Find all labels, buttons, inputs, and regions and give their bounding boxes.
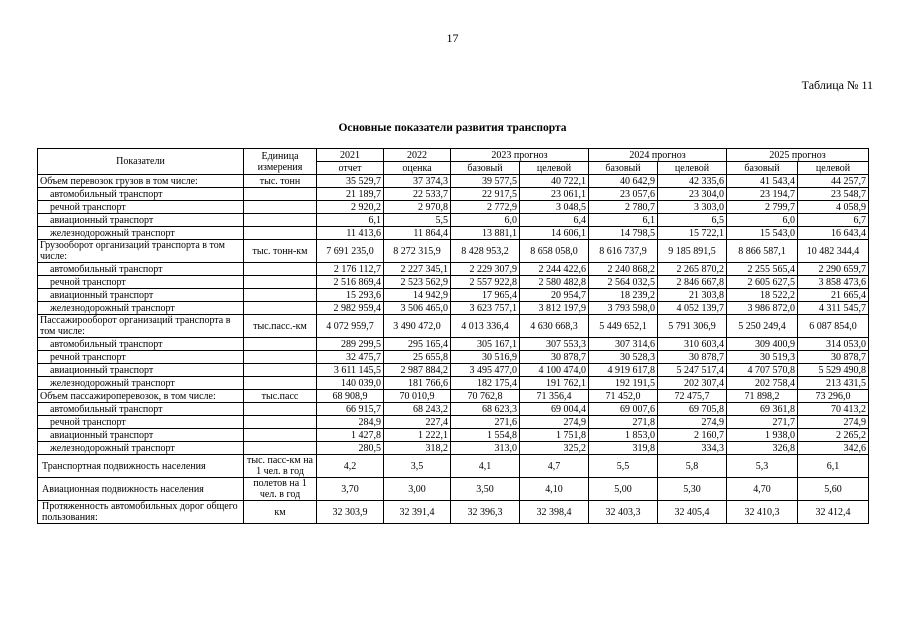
row-label: Грузооборот организаций транспорта в том числе:	[38, 240, 244, 263]
row-value: 227,4	[384, 416, 451, 429]
table-row	[38, 240, 869, 263]
row-unit	[244, 351, 317, 364]
row-value: 3,50	[451, 478, 520, 501]
row-unit: тыс.пасс.-км	[244, 315, 317, 338]
header-2023: 2023 прогноз	[451, 149, 589, 162]
row-value: 4 919 617,8	[589, 364, 658, 377]
row-label: авиационный транспорт	[38, 214, 244, 227]
row-value: 5,5	[589, 455, 658, 478]
row-value: 3,5	[384, 455, 451, 478]
header-2024: 2024 прогноз	[589, 149, 727, 162]
table-title: Основные показатели развития транспорта	[338, 122, 567, 134]
row-value: 4 052 139,7	[658, 302, 727, 315]
row-value: 305 167,1	[451, 338, 520, 351]
table-row	[38, 403, 869, 416]
row-value: 23 304,0	[658, 188, 727, 201]
row-value: 1 222,1	[384, 429, 451, 442]
header-2025: 2025 прогноз	[727, 149, 869, 162]
row-value: 15 543,0	[727, 227, 798, 240]
table-row	[38, 351, 869, 364]
row-value: 2 176 112,7	[317, 263, 384, 276]
row-label: речной транспорт	[38, 416, 244, 429]
row-value: 22 917,5	[451, 188, 520, 201]
row-value: 2 605 627,5	[727, 276, 798, 289]
row-label: автомобильный транспорт	[38, 338, 244, 351]
table-row	[38, 201, 869, 214]
row-value: 4 100 474,0	[520, 364, 589, 377]
row-unit	[244, 276, 317, 289]
table-row	[38, 188, 869, 201]
row-label: железнодорожный транспорт	[38, 302, 244, 315]
row-label: железнодорожный транспорт	[38, 442, 244, 455]
row-value: 73 296,0	[798, 390, 869, 403]
row-value: 30 516,9	[451, 351, 520, 364]
row-value: 271,6	[451, 416, 520, 429]
table-row	[38, 214, 869, 227]
row-value: 326,8	[727, 442, 798, 455]
row-value: 70 762,8	[451, 390, 520, 403]
row-value: 2 970,8	[384, 201, 451, 214]
row-value: 3 303,0	[658, 201, 727, 214]
row-value: 3 623 757,1	[451, 302, 520, 315]
header-2021-sub: отчет	[317, 162, 384, 175]
row-value: 5 529 490,8	[798, 364, 869, 377]
row-label: авиационный транспорт	[38, 289, 244, 302]
table-row	[38, 263, 869, 276]
row-unit	[244, 377, 317, 390]
row-value: 9 185 891,5	[658, 240, 727, 263]
row-value: 15 293,6	[317, 289, 384, 302]
row-value: 310 603,4	[658, 338, 727, 351]
row-value: 5,00	[589, 478, 658, 501]
row-value: 44 257,7	[798, 175, 869, 188]
row-label: железнодорожный транспорт	[38, 227, 244, 240]
row-value: 2 290 659,7	[798, 263, 869, 276]
row-unit	[244, 302, 317, 315]
row-value: 5 247 517,4	[658, 364, 727, 377]
row-value: 42 335,6	[658, 175, 727, 188]
row-value: 21 303,8	[658, 289, 727, 302]
row-value: 314 053,0	[798, 338, 869, 351]
header-indicator: Показатели	[38, 149, 244, 175]
row-value: 2 227 345,1	[384, 263, 451, 276]
row-value: 41 543,4	[727, 175, 798, 188]
table-row	[38, 315, 869, 338]
row-unit	[244, 338, 317, 351]
row-value: 2 523 562,9	[384, 276, 451, 289]
table-row	[38, 302, 869, 315]
page-number: 17	[446, 31, 459, 45]
row-value: 8 272 315,9	[384, 240, 451, 263]
row-value: 6,7	[798, 214, 869, 227]
row-value: 22 533,7	[384, 188, 451, 201]
row-value: 14 942,9	[384, 289, 451, 302]
row-value: 13 881,1	[451, 227, 520, 240]
row-value: 2 799,7	[727, 201, 798, 214]
row-value: 71 356,4	[520, 390, 589, 403]
row-value: 2 516 869,4	[317, 276, 384, 289]
row-value: 17 965,4	[451, 289, 520, 302]
row-unit: тыс. тонн	[244, 175, 317, 188]
transport-indicators-table	[37, 148, 869, 524]
row-value: 202 758,4	[727, 377, 798, 390]
row-value: 6,1	[589, 214, 658, 227]
row-value: 5,30	[658, 478, 727, 501]
row-value: 2 564 032,5	[589, 276, 658, 289]
table-row	[38, 289, 869, 302]
row-unit	[244, 263, 317, 276]
row-value: 6 087 854,0	[798, 315, 869, 338]
header-2024-base: базовый	[589, 162, 658, 175]
row-value: 2 160,7	[658, 429, 727, 442]
row-value: 16 643,4	[798, 227, 869, 240]
row-value: 32 398,4	[520, 501, 589, 524]
row-value: 4 311 545,7	[798, 302, 869, 315]
row-value: 30 878,7	[520, 351, 589, 364]
row-value: 39 577,5	[451, 175, 520, 188]
row-value: 37 374,3	[384, 175, 451, 188]
row-value: 284,9	[317, 416, 384, 429]
row-value: 66 915,7	[317, 403, 384, 416]
row-value: 71 898,2	[727, 390, 798, 403]
header-2023-base: базовый	[451, 162, 520, 175]
table-row	[38, 377, 869, 390]
row-value: 10 482 344,4	[798, 240, 869, 263]
row-label: железнодорожный транспорт	[38, 377, 244, 390]
row-value: 5 449 652,1	[589, 315, 658, 338]
row-value: 20 954,7	[520, 289, 589, 302]
row-value: 191 762,1	[520, 377, 589, 390]
table-number: Таблица № 11	[801, 78, 873, 92]
row-label: Объем пассажироперевозок, в том числе:	[38, 390, 244, 403]
row-unit	[244, 214, 317, 227]
row-value: 280,5	[317, 442, 384, 455]
row-value: 4 072 959,7	[317, 315, 384, 338]
row-value: 334,3	[658, 442, 727, 455]
row-value: 2 240 868,2	[589, 263, 658, 276]
row-value: 289 299,5	[317, 338, 384, 351]
row-value: 30 519,3	[727, 351, 798, 364]
row-value: 1 554,8	[451, 429, 520, 442]
header-2024-target: целевой	[658, 162, 727, 175]
row-value: 2 580 482,8	[520, 276, 589, 289]
table-row	[38, 455, 869, 478]
row-value: 4 707 570,8	[727, 364, 798, 377]
row-value: 342,6	[798, 442, 869, 455]
table-row	[38, 429, 869, 442]
header-2023-target: целевой	[520, 162, 589, 175]
row-label: авиационный транспорт	[38, 364, 244, 377]
row-value: 30 878,7	[798, 351, 869, 364]
row-value: 3 986 872,0	[727, 302, 798, 315]
row-unit: полетов на 1 чел. в год	[244, 478, 317, 501]
row-value: 3 611 145,5	[317, 364, 384, 377]
row-unit	[244, 227, 317, 240]
row-unit	[244, 364, 317, 377]
row-value: 3 495 477,0	[451, 364, 520, 377]
row-value: 325,2	[520, 442, 589, 455]
row-value: 192 191,5	[589, 377, 658, 390]
table-row	[38, 338, 869, 351]
row-value: 18 239,2	[589, 289, 658, 302]
table-row	[38, 390, 869, 403]
row-value: 7 691 235,0	[317, 240, 384, 263]
row-value: 8 616 737,9	[589, 240, 658, 263]
row-value: 32 410,3	[727, 501, 798, 524]
row-value: 2 982 959,4	[317, 302, 384, 315]
header-2022-sub: оценка	[384, 162, 451, 175]
row-label: автомобильный транспорт	[38, 188, 244, 201]
row-label: Транспортная подвижность населения	[38, 455, 244, 478]
row-unit: тыс. пасс-км на 1 чел. в год	[244, 455, 317, 478]
row-value: 6,4	[520, 214, 589, 227]
row-value: 274,9	[658, 416, 727, 429]
row-label: Объем перевозок грузов в том числе:	[38, 175, 244, 188]
row-value: 23 548,7	[798, 188, 869, 201]
row-value: 2 265 870,2	[658, 263, 727, 276]
row-value: 318,2	[384, 442, 451, 455]
row-value: 309 400,9	[727, 338, 798, 351]
row-value: 3 048,5	[520, 201, 589, 214]
row-value: 15 722,1	[658, 227, 727, 240]
row-value: 23 061,1	[520, 188, 589, 201]
row-value: 32 475,7	[317, 351, 384, 364]
table-row	[38, 442, 869, 455]
row-value: 11 413,6	[317, 227, 384, 240]
row-value: 8 658 058,0	[520, 240, 589, 263]
row-value: 140 039,0	[317, 377, 384, 390]
row-value: 2 255 565,4	[727, 263, 798, 276]
row-value: 3 858 473,6	[798, 276, 869, 289]
header-2025-base: базовый	[727, 162, 798, 175]
row-value: 271,7	[727, 416, 798, 429]
row-value: 1 853,0	[589, 429, 658, 442]
row-value: 32 391,4	[384, 501, 451, 524]
row-value: 14 798,5	[589, 227, 658, 240]
row-unit	[244, 442, 317, 455]
table-row	[38, 501, 869, 524]
row-value: 4 630 668,3	[520, 315, 589, 338]
row-value: 274,9	[520, 416, 589, 429]
row-unit	[244, 188, 317, 201]
table-row	[38, 364, 869, 377]
row-label: Авиационная подвижность населения	[38, 478, 244, 501]
row-unit	[244, 429, 317, 442]
row-value: 1 751,8	[520, 429, 589, 442]
row-value: 2 772,9	[451, 201, 520, 214]
row-value: 3 793 598,0	[589, 302, 658, 315]
row-value: 313,0	[451, 442, 520, 455]
row-label: автомобильный транспорт	[38, 403, 244, 416]
row-value: 3 490 472,0	[384, 315, 451, 338]
row-value: 69 361,8	[727, 403, 798, 416]
row-value: 3 506 465,0	[384, 302, 451, 315]
row-value: 8 866 587,1	[727, 240, 798, 263]
row-value: 4,1	[451, 455, 520, 478]
row-value: 68 243,2	[384, 403, 451, 416]
row-value: 70 010,9	[384, 390, 451, 403]
row-label: Протяженность автомобильных дорог общего пользования:	[38, 501, 244, 524]
row-value: 2 846 667,8	[658, 276, 727, 289]
row-value: 2 265,2	[798, 429, 869, 442]
row-value: 4 013 336,4	[451, 315, 520, 338]
row-value: 68 908,9	[317, 390, 384, 403]
row-value: 5,3	[727, 455, 798, 478]
row-value: 5 791 306,9	[658, 315, 727, 338]
row-value: 32 396,3	[451, 501, 520, 524]
row-value: 69 705,8	[658, 403, 727, 416]
row-value: 32 412,4	[798, 501, 869, 524]
row-value: 40 722,1	[520, 175, 589, 188]
table-row	[38, 276, 869, 289]
row-unit	[244, 201, 317, 214]
row-value: 5 250 249,4	[727, 315, 798, 338]
row-value: 23 194,7	[727, 188, 798, 201]
row-value: 4,70	[727, 478, 798, 501]
row-unit: км	[244, 501, 317, 524]
row-value: 40 642,9	[589, 175, 658, 188]
row-value: 295 165,4	[384, 338, 451, 351]
row-value: 14 606,1	[520, 227, 589, 240]
row-value: 30 878,7	[658, 351, 727, 364]
row-value: 307 314,6	[589, 338, 658, 351]
row-value: 25 655,8	[384, 351, 451, 364]
table-row	[38, 175, 869, 188]
row-value: 32 403,3	[589, 501, 658, 524]
row-value: 4,10	[520, 478, 589, 501]
row-unit	[244, 289, 317, 302]
row-value: 1 427,8	[317, 429, 384, 442]
row-unit	[244, 403, 317, 416]
row-label: авиационный транспорт	[38, 429, 244, 442]
row-value: 4,7	[520, 455, 589, 478]
row-value: 4,2	[317, 455, 384, 478]
row-value: 4 058,9	[798, 201, 869, 214]
row-value: 2 780,7	[589, 201, 658, 214]
row-value: 6,0	[451, 214, 520, 227]
row-value: 18 522,2	[727, 289, 798, 302]
row-label: речной транспорт	[38, 276, 244, 289]
row-value: 3,00	[384, 478, 451, 501]
row-value: 69 004,4	[520, 403, 589, 416]
row-label: автомобильный транспорт	[38, 263, 244, 276]
row-unit: тыс. тонн-км	[244, 240, 317, 263]
table-row	[38, 416, 869, 429]
row-value: 23 057,6	[589, 188, 658, 201]
row-value: 319,8	[589, 442, 658, 455]
header-unit: Единица измерения	[244, 149, 317, 175]
row-value: 2 244 422,6	[520, 263, 589, 276]
table-row	[38, 227, 869, 240]
row-value: 32 303,9	[317, 501, 384, 524]
row-value: 2 987 884,2	[384, 364, 451, 377]
row-unit: тыс.пасс	[244, 390, 317, 403]
row-unit	[244, 416, 317, 429]
row-value: 6,0	[727, 214, 798, 227]
row-value: 1 938,0	[727, 429, 798, 442]
row-value: 35 529,7	[317, 175, 384, 188]
row-label: Пассажирооборот организаций транспорта в том числе:	[38, 315, 244, 338]
row-value: 307 553,3	[520, 338, 589, 351]
header-2022: 2022	[384, 149, 451, 162]
row-value: 21 665,4	[798, 289, 869, 302]
table-row	[38, 478, 869, 501]
header-row-1	[38, 149, 869, 162]
header-2021: 2021	[317, 149, 384, 162]
row-value: 5,8	[658, 455, 727, 478]
row-value: 6,1	[317, 214, 384, 227]
row-value: 3 812 197,9	[520, 302, 589, 315]
row-value: 70 413,2	[798, 403, 869, 416]
row-value: 182 175,4	[451, 377, 520, 390]
row-value: 72 475,7	[658, 390, 727, 403]
row-value: 2 920,2	[317, 201, 384, 214]
row-value: 5,5	[384, 214, 451, 227]
row-value: 213 431,5	[798, 377, 869, 390]
row-value: 274,9	[798, 416, 869, 429]
row-value: 69 007,6	[589, 403, 658, 416]
row-label: речной транспорт	[38, 201, 244, 214]
row-value: 32 405,4	[658, 501, 727, 524]
row-value: 181 766,6	[384, 377, 451, 390]
row-value: 8 428 953,2	[451, 240, 520, 263]
row-value: 271,8	[589, 416, 658, 429]
row-value: 6,5	[658, 214, 727, 227]
row-value: 5,60	[798, 478, 869, 501]
row-value: 68 623,3	[451, 403, 520, 416]
row-value: 3,70	[317, 478, 384, 501]
row-value: 6,1	[798, 455, 869, 478]
row-value: 21 189,7	[317, 188, 384, 201]
row-value: 2 229 307,9	[451, 263, 520, 276]
row-label: речной транспорт	[38, 351, 244, 364]
row-value: 11 864,4	[384, 227, 451, 240]
row-value: 202 307,4	[658, 377, 727, 390]
row-value: 71 452,0	[589, 390, 658, 403]
row-value: 30 528,3	[589, 351, 658, 364]
header-2025-target: целевой	[798, 162, 869, 175]
row-value: 2 557 922,8	[451, 276, 520, 289]
